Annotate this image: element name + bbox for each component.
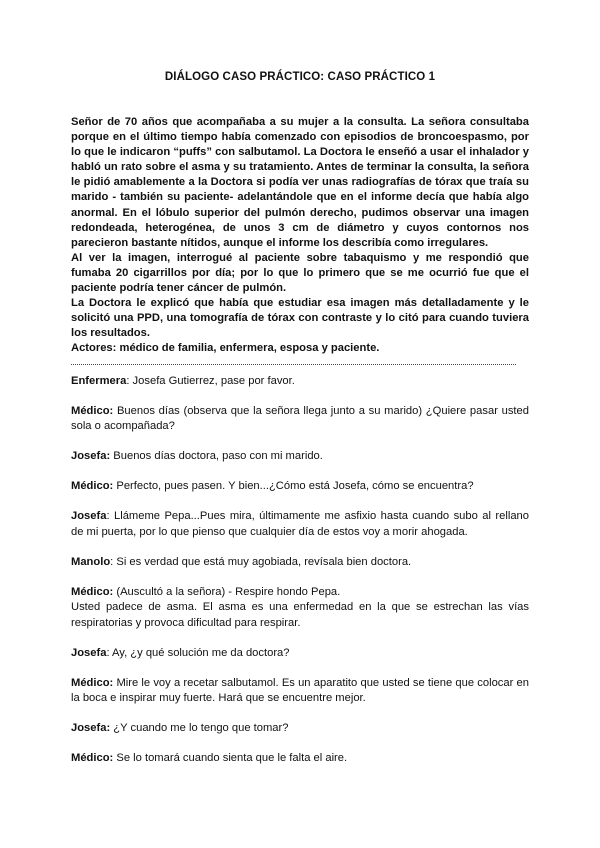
dialogue-turn: [71, 449, 529, 464]
dotted-separator: [71, 358, 516, 365]
dialogue-turn: [71, 479, 529, 494]
speaker-name: Manolo: [71, 555, 111, 568]
utterance: Mire le voy a recetar salbutamol. Es un aparatito que usted se tiene que colocar en la boca e inspirar muy fuerte. Hará que se encuentre mejor.: [71, 676, 529, 705]
utterance: Buenos días (observa que la señora llega junto a su marido) ¿Quiere pasar usted sola o acompañada?: [71, 405, 529, 433]
utterance: : Llámeme Pepa...Pues mira, últimamente me asfixio hasta cuando subo al rellano de mi puerta, por lo que pienso que cualquier día de estos voy a morir ahogada.: [71, 510, 529, 538]
speaker-name: Médico:: [71, 752, 114, 765]
case-intro: [71, 115, 529, 365]
intro-paragraph: Señor de 70 años que acompañaba a su mujer a la consulta. La señora consultaba porque en el último tiempo había comenzado con episodios de broncoespasmo, por lo que le indicaron “puffs” con salbutamol. La Doctora le enseñó a usar el inhalador y habló un rato sobre el asma y su tratamiento. Antes de terminar la consulta, la señora le pidió amablemente a la Doctora si podía ver unas radiografías de tórax que traía su marido - también su paciente- adelantándole que en el informe decía que había algo anormal. En el lóbulo superior del pulmón derecho, pudimos observar una imagen redondeada, heterogénea, de unos 3 cm de diámetro y cuyos contornos nos parecieron bastante nítidos, aunque el informe los describía como irregulares.: [71, 116, 529, 249]
utterance: : Josefa Gutierrez, pase por favor.: [126, 375, 295, 387]
utterance: (Auscultó a la señora) - Respire hondo Pepa.: [113, 585, 341, 598]
dialogue-turn: [71, 676, 529, 707]
utterance: ¿Y cuando me lo tengo que tomar?: [110, 722, 289, 735]
dialogue-turn: [71, 374, 529, 389]
intro-paragraph: Al ver la imagen, interrogué al paciente sobre tabaquismo y me respondió que fumaba 20 cigarrillos por día; por lo que lo primero que se me ocurrió fue que el paciente podría tener cáncer de pulmón.: [71, 251, 529, 295]
utterance-continuation: Usted padece de asma. El asma es una enfermedad en la que se estrechan las vías respiratorias y provoca dificultad para respirar.: [71, 601, 529, 629]
actors-line: Actores: médico de familia, enfermera, esposa y paciente.: [71, 342, 380, 355]
speaker-name: Josefa: [71, 510, 107, 523]
dialogue: [71, 374, 529, 781]
dialogue-turn: [71, 646, 529, 661]
utterance: Buenos días doctora, paso con mi marido.: [110, 450, 323, 463]
dialogue-turn: [71, 509, 529, 540]
speaker-name: Enfermera: [71, 375, 127, 387]
utterance: Perfecto, pues pasen. Y bien...¿Cómo está Josefa, cómo se encuentra?: [113, 480, 474, 493]
speaker-name: Josefa: [71, 646, 107, 659]
speaker-name: Josefa:: [71, 722, 111, 735]
dialogue-turn: [71, 751, 529, 766]
speaker-name: Médico:: [71, 585, 114, 598]
dialogue-turn: [71, 721, 529, 736]
dialogue-turn: [71, 404, 529, 435]
utterance: : Si es verdad que está muy agobiada, revísala bien doctora.: [110, 555, 412, 568]
utterance: Se lo tomará cuando sienta que le falta el aire.: [113, 752, 348, 765]
intro-paragraph: La Doctora le explicó que había que estudiar esa imagen más detalladamente y le solicitó una PPD, una tomografía de tórax con contraste y lo citó para cuando tuviera los resultados.: [71, 297, 529, 340]
speaker-name: Médico:: [71, 676, 114, 689]
speaker-name: Josefa:: [71, 450, 111, 463]
speaker-name: Médico:: [71, 405, 114, 417]
dialogue-turn: [71, 555, 529, 570]
document-title: DIÁLOGO CASO PRÁCTICO: CASO PRÁCTICO 1: [164, 71, 436, 83]
utterance: : Ay, ¿y qué solución me da doctora?: [106, 646, 290, 659]
dialogue-turn: [71, 585, 529, 631]
speaker-name: Médico:: [71, 480, 114, 493]
